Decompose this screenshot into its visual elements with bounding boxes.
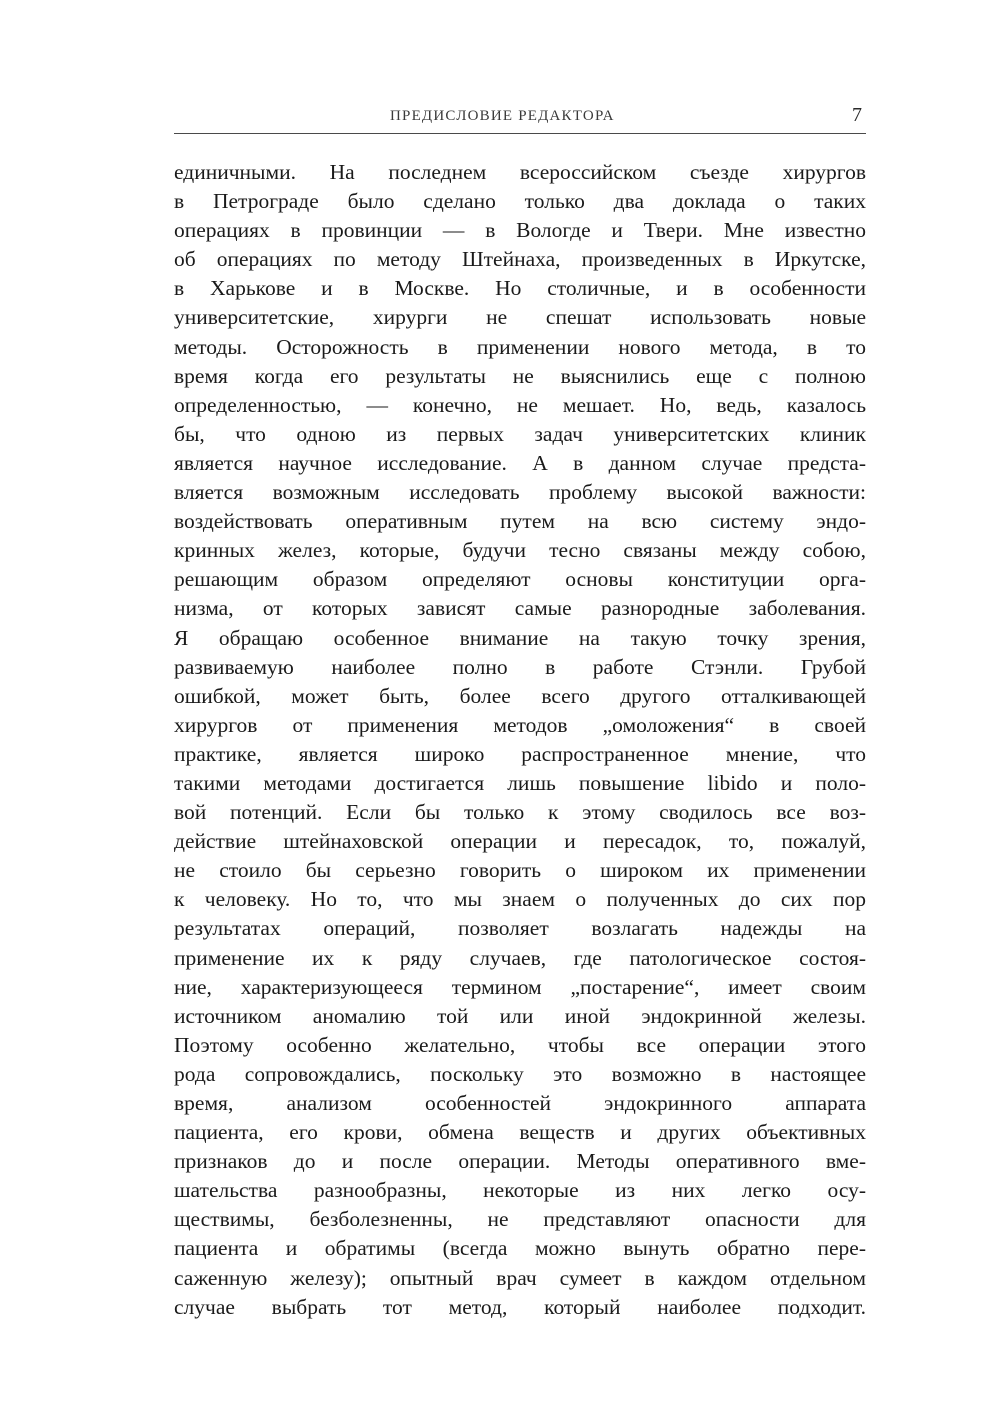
text-line: методы. Осторожность в применении нового метода, в то bbox=[174, 334, 866, 359]
text-line: в Харькове и в Москве. Но столичные, и в особенности bbox=[174, 276, 866, 301]
text-line: ошибкой, может быть, более всего другого отталкивающей bbox=[174, 683, 866, 708]
running-title: ПРЕДИСЛОВИЕ РЕДАКТОРА bbox=[390, 108, 615, 124]
text-line: Я обращаю особенное внимание на такую точку зрения, bbox=[174, 625, 866, 650]
text-line: вляется возможным исследовать проблему высокой важности: bbox=[174, 480, 866, 505]
text-line: кринных желез, которые, будучи тесно связаны между собою, bbox=[174, 538, 866, 563]
text-line: об операциях по методу Штейнаха, произведенных в Иркутске, bbox=[174, 247, 866, 272]
text-line: хирургов от применения методов „омоложения“ в своей bbox=[174, 712, 866, 737]
body-text bbox=[174, 158, 866, 1322]
text-line: единичными. На последнем всероссийском съезде хирургов bbox=[174, 160, 866, 184]
text-line: в Петрограде было сделано только два доклада о таких bbox=[174, 189, 866, 214]
text-line: операциях в провинции — в Вологде и Твери. Мне известно bbox=[174, 218, 866, 243]
text-line: шательства разнообразны, некоторые из них легко осу- bbox=[174, 1178, 866, 1203]
text-line: не стоило бы серьезно говорить о широком их применении bbox=[174, 858, 866, 883]
text-line: результатах операций, позволяет возлагать надежды на bbox=[174, 916, 866, 941]
page-header bbox=[174, 106, 866, 136]
text-line: к человеку. Но то, что мы знаем о полученных до сих пор bbox=[174, 887, 866, 912]
text-line: время когда его результаты не выяснились еще с полною bbox=[174, 363, 866, 388]
text-line: источником аномалию той или иной эндокринной железы. bbox=[174, 1003, 866, 1028]
text-line: рода сопровождались, поскольку это возможно в настоящее bbox=[174, 1061, 866, 1086]
text-line: действие штейнаховской операции и пересадок, то, пожалуй, bbox=[174, 829, 866, 854]
header-rule bbox=[174, 133, 866, 134]
text-line: воздействовать оперативным путем на всю систему эндо- bbox=[174, 509, 866, 534]
text-line: пациента, его крови, обмена веществ и других объективных bbox=[174, 1120, 866, 1145]
text-line: развиваемую наиболее полно в работе Стэнли. Грубой bbox=[174, 654, 866, 679]
text-line: является научное исследование. А в данном случае предста- bbox=[174, 450, 866, 475]
text-line: решающим образом определяют основы конституции орга- bbox=[174, 567, 866, 592]
text-line: саженную железу); опытный врач сумеет в каждом отдельном bbox=[174, 1265, 866, 1290]
text-line: пациента и обратимы (всегда можно вынуть обратно пере- bbox=[174, 1236, 866, 1261]
text-line: практике, является широко распространенное мнение, что bbox=[174, 741, 866, 766]
page-number: 7 bbox=[852, 104, 862, 126]
text-line: вой потенций. Если бы только к этому сводилось все воз- bbox=[174, 800, 866, 825]
text-line: применение их к ряду случаев, где патологическое состоя- bbox=[174, 945, 866, 970]
text-line: ние, характеризующееся термином „постарение“, имеет своим bbox=[174, 974, 866, 999]
text-line: университетские, хирурги не спешат использовать новые bbox=[174, 305, 866, 330]
text-line: признаков до и после операции. Методы оперативного вме- bbox=[174, 1149, 866, 1174]
text-line: низма, от которых зависят самые разнородные заболевания. bbox=[174, 596, 866, 621]
text-line: случае выбрать тот метод, который наиболее подходит. bbox=[174, 1294, 866, 1319]
text-line: бы, что одною из первых задач университетских клиник bbox=[174, 421, 866, 446]
text-line: Поэтому особенно желательно, чтобы все операции этого bbox=[174, 1032, 866, 1057]
text-line: такими методами достигается лишь повышение libido и поло- bbox=[174, 770, 866, 795]
text-line: время, анализом особенностей эндокринного аппарата bbox=[174, 1091, 866, 1115]
text-line: ществимы, безболезненны, не представляют опасности для bbox=[174, 1207, 866, 1232]
text-line: определенностью, — конечно, не мешает. Но, ведь, казалось bbox=[174, 392, 866, 417]
